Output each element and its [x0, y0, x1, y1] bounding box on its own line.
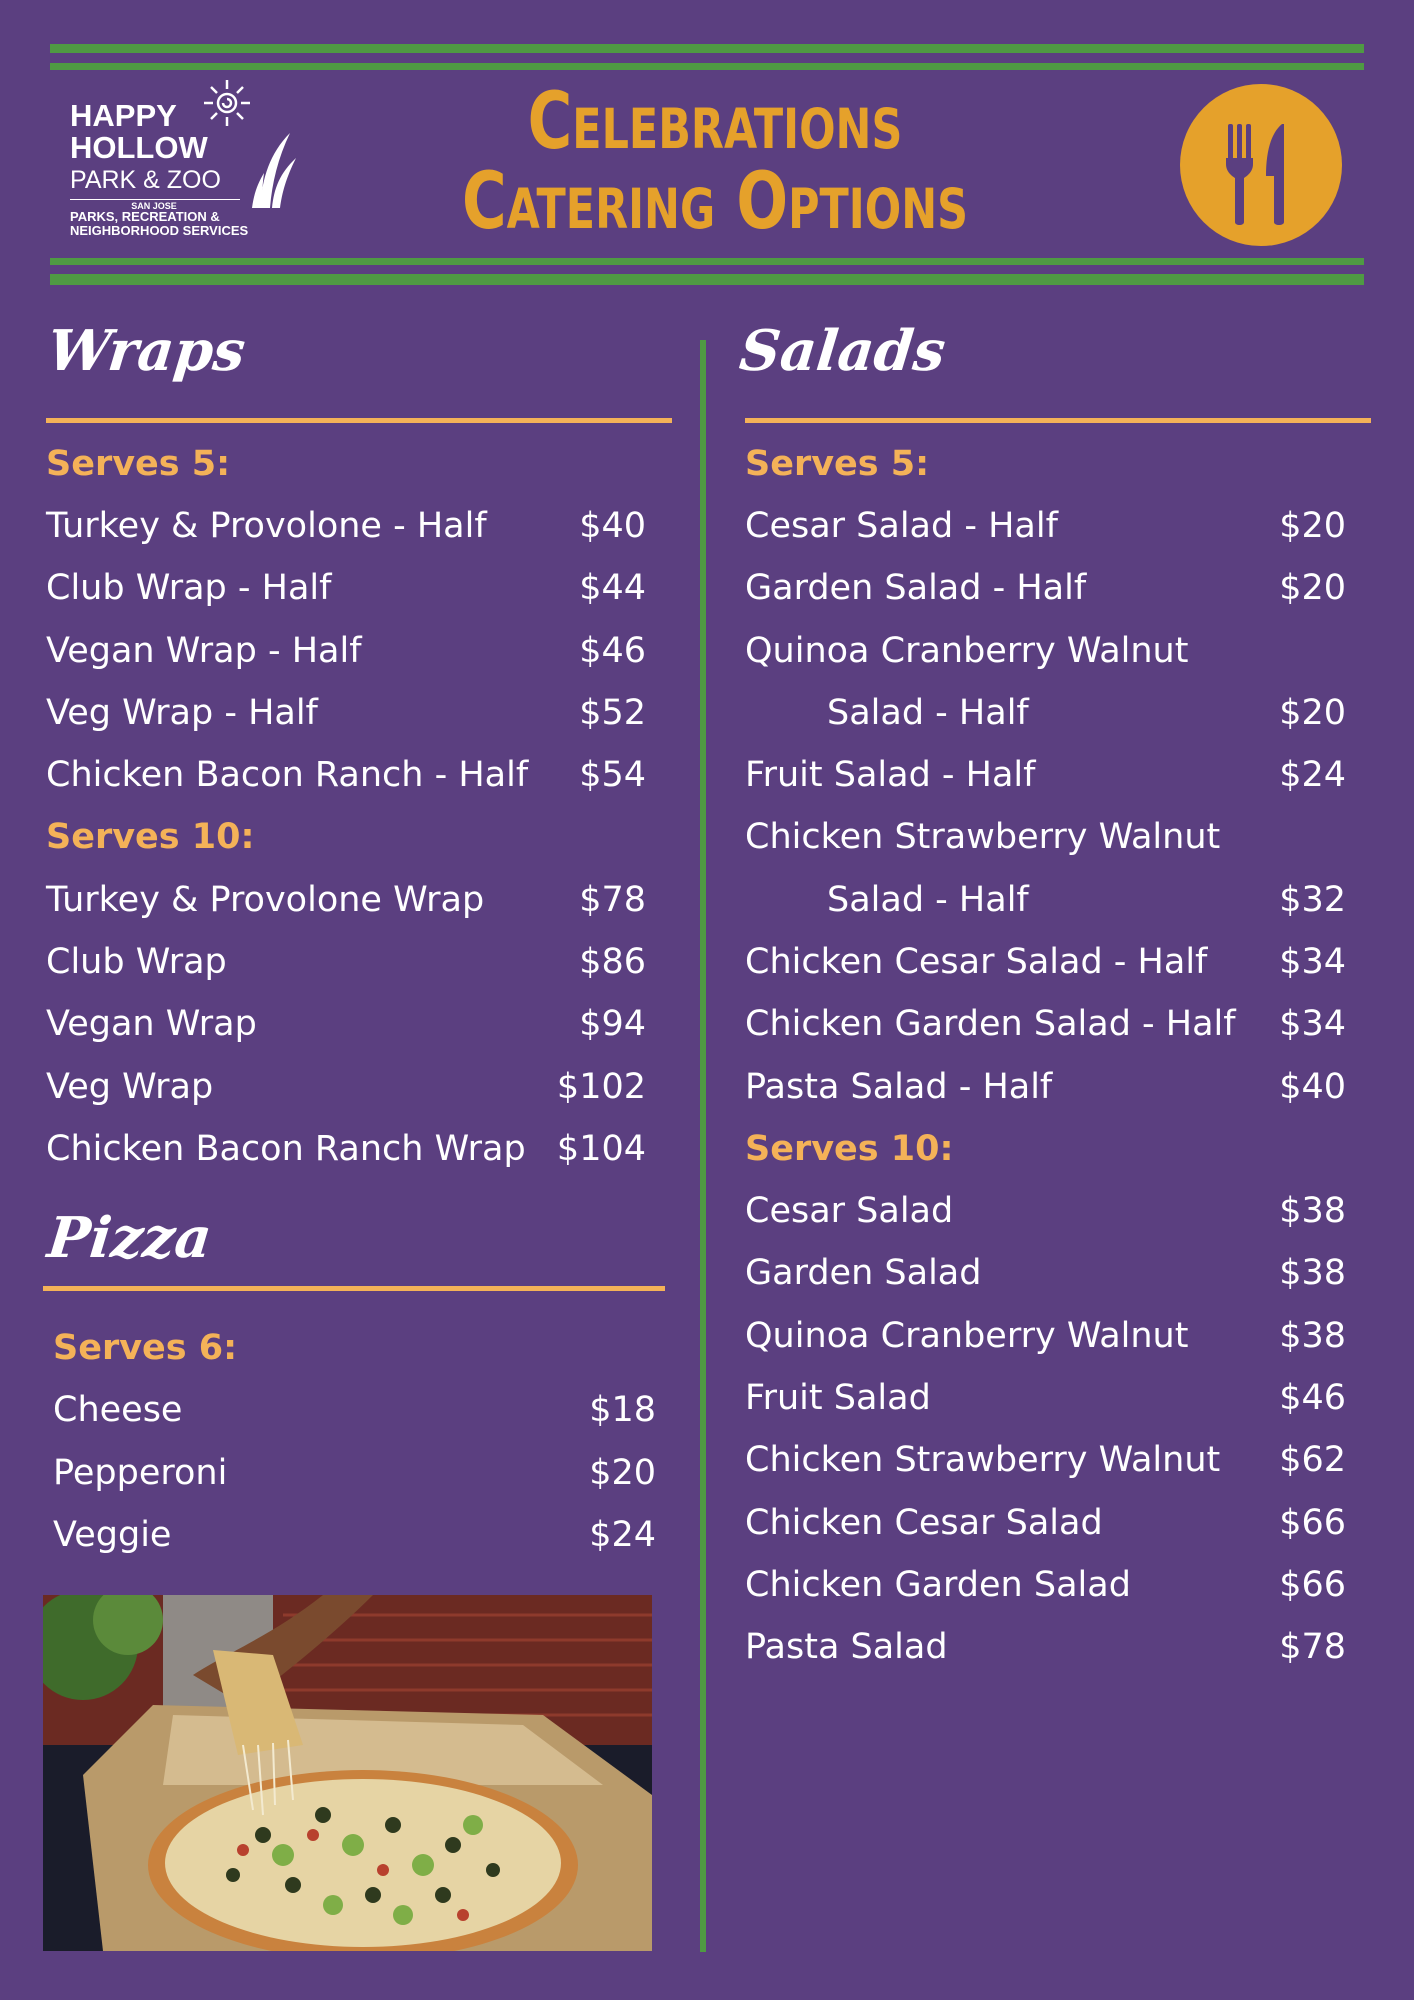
- menu-item: [745, 504, 1346, 548]
- item-price: $66: [1279, 1565, 1346, 1605]
- wraps-heading: Wraps: [44, 318, 249, 384]
- item-price: $104: [556, 1129, 646, 1169]
- page-title: [454, 77, 977, 247]
- item-name: Pasta Salad - Half: [745, 1067, 1053, 1107]
- salads-serves-5: Serves 5:: [745, 444, 930, 484]
- menu-item: [745, 1065, 1346, 1109]
- item-name: Vegan Wrap - Half: [46, 631, 362, 671]
- header-top-rule-1: [50, 44, 1364, 53]
- menu-item: [46, 1002, 646, 1046]
- item-name: Veggie: [53, 1515, 172, 1555]
- header-top-rule-2: [50, 63, 1364, 70]
- logo-divider: [70, 199, 240, 200]
- item-price: $38: [1279, 1316, 1346, 1356]
- item-name: Turkey & Provolone Wrap: [46, 880, 485, 920]
- wraps-rule: [46, 418, 672, 423]
- item-name: Cheese: [53, 1390, 183, 1430]
- menu-item: [46, 940, 646, 984]
- menu-item: [745, 1501, 1346, 1545]
- item-price: $20: [1279, 506, 1346, 546]
- salads-heading: Salads: [736, 318, 949, 384]
- wraps-serves-10: Serves 10:: [46, 817, 255, 857]
- column-divider: [700, 340, 706, 1952]
- menu-item: [46, 566, 646, 610]
- logo-line-parks-2: NEIGHBORHOOD SERVICES: [70, 223, 249, 238]
- logo-line-parks: [70, 210, 300, 238]
- menu-item: [46, 878, 646, 922]
- item-price: $54: [579, 755, 646, 795]
- item-name: Chicken Garden Salad: [745, 1565, 1131, 1605]
- menu-item: [745, 566, 1346, 610]
- menu-item: [745, 753, 1346, 797]
- item-name: Chicken Cesar Salad - Half: [745, 942, 1208, 982]
- menu-item: [46, 691, 646, 735]
- item-name: Quinoa Cranberry Walnut: [745, 1316, 1189, 1356]
- grass-icon: [250, 128, 300, 208]
- item-price: $38: [1279, 1253, 1346, 1293]
- item-name: Garden Salad: [745, 1253, 982, 1293]
- menu-item: [745, 815, 1346, 859]
- item-name: Chicken Garden Salad - Half: [745, 1004, 1236, 1044]
- wraps-serves-5: Serves 5:: [46, 444, 231, 484]
- item-name: Fruit Salad: [745, 1378, 931, 1418]
- item-name: Chicken Cesar Salad: [745, 1503, 1103, 1543]
- item-price: $40: [1279, 1067, 1346, 1107]
- item-price: $78: [579, 880, 646, 920]
- header: [0, 0, 1414, 290]
- item-name: Turkey & Provolone - Half: [46, 506, 487, 546]
- header-bottom-rule-2: [50, 274, 1364, 285]
- logo-line-happy: HAPPY: [70, 98, 177, 133]
- item-name: Cesar Salad - Half: [745, 506, 1058, 546]
- pizza-heading: Pizza: [44, 1205, 215, 1271]
- item-price: $44: [579, 568, 646, 608]
- item-price: $46: [1279, 1378, 1346, 1418]
- happy-hollow-logo: [70, 78, 300, 248]
- item-price: $78: [1279, 1627, 1346, 1667]
- menu-item: [53, 1513, 656, 1557]
- item-name: Garden Salad - Half: [745, 568, 1087, 608]
- page-title-line-2: Catering Options: [461, 157, 969, 247]
- menu-item: [745, 1625, 1346, 1669]
- item-price: $20: [1279, 693, 1346, 733]
- item-name: Club Wrap - Half: [46, 568, 332, 608]
- menu-item: [46, 504, 646, 548]
- item-price: $32: [1279, 880, 1346, 920]
- item-name: Chicken Bacon Ranch Wrap: [46, 1129, 526, 1169]
- menu-item: [745, 1002, 1346, 1046]
- menu-item: [46, 753, 646, 797]
- menu-item: [53, 1388, 656, 1432]
- menu-item: [745, 1314, 1346, 1358]
- menu-item: [53, 1451, 656, 1495]
- menu-item: [46, 1065, 646, 1109]
- item-price: $24: [1279, 755, 1346, 795]
- fork-knife-icon: [1180, 84, 1342, 246]
- item-price: $34: [1279, 942, 1346, 982]
- logo-line-parks-1: PARKS, RECREATION &: [70, 209, 220, 224]
- item-name: Vegan Wrap: [46, 1004, 257, 1044]
- item-name-continued: Salad - Half: [827, 693, 1029, 733]
- item-price: $20: [589, 1453, 656, 1493]
- item-name: Chicken Strawberry Walnut: [745, 1440, 1221, 1480]
- item-price: $24: [589, 1515, 656, 1555]
- item-price: $46: [579, 631, 646, 671]
- item-price: $86: [579, 942, 646, 982]
- menu-item: [745, 1189, 1346, 1233]
- item-name: Cesar Salad: [745, 1191, 954, 1231]
- item-price: $40: [579, 506, 646, 546]
- menu-item: [745, 1563, 1346, 1607]
- logo-line-hollow: HOLLOW: [70, 130, 208, 165]
- item-price: $62: [1279, 1440, 1346, 1480]
- item-price: $18: [589, 1390, 656, 1430]
- item-name: Pepperoni: [53, 1453, 228, 1493]
- menu-item: [46, 1127, 646, 1171]
- item-price: $52: [579, 693, 646, 733]
- item-name: Chicken Strawberry Walnut: [745, 817, 1221, 857]
- page-title-line-1: Celebrations: [527, 77, 903, 167]
- item-price: $38: [1279, 1191, 1346, 1231]
- item-name: Veg Wrap - Half: [46, 693, 318, 733]
- menu-item: [745, 1438, 1346, 1482]
- sun-icon: [202, 78, 252, 128]
- salads-serves-10: Serves 10:: [745, 1129, 954, 1169]
- item-name: Veg Wrap: [46, 1067, 214, 1107]
- item-name: Club Wrap: [46, 942, 227, 982]
- menu-item: [745, 940, 1346, 984]
- item-price: $66: [1279, 1503, 1346, 1543]
- menu-item: [745, 1376, 1346, 1420]
- item-price: $94: [579, 1004, 646, 1044]
- menu-item: [745, 1251, 1346, 1295]
- item-name: Quinoa Cranberry Walnut: [745, 631, 1189, 671]
- item-price: $20: [1279, 568, 1346, 608]
- pizza-rule: [43, 1286, 665, 1291]
- menu-item-continued: [745, 878, 1346, 922]
- item-price: $102: [556, 1067, 646, 1107]
- item-name: Chicken Bacon Ranch - Half: [46, 755, 529, 795]
- logo-line-san-jose: SAN JOSE: [131, 201, 177, 211]
- item-name: Pasta Salad: [745, 1627, 948, 1667]
- item-name: Fruit Salad - Half: [745, 755, 1036, 795]
- item-price: $34: [1279, 1004, 1346, 1044]
- logo-line-park-zoo: PARK & ZOO: [70, 166, 221, 194]
- salads-rule: [745, 418, 1371, 423]
- item-name-continued: Salad - Half: [827, 880, 1029, 920]
- header-bottom-rule-1: [50, 258, 1364, 265]
- pizza-serves-6: Serves 6:: [53, 1328, 238, 1368]
- menu-item: [46, 629, 646, 673]
- menu-item-continued: [745, 691, 1346, 735]
- pizza-photo: [43, 1595, 652, 1951]
- menu-item: [745, 629, 1346, 673]
